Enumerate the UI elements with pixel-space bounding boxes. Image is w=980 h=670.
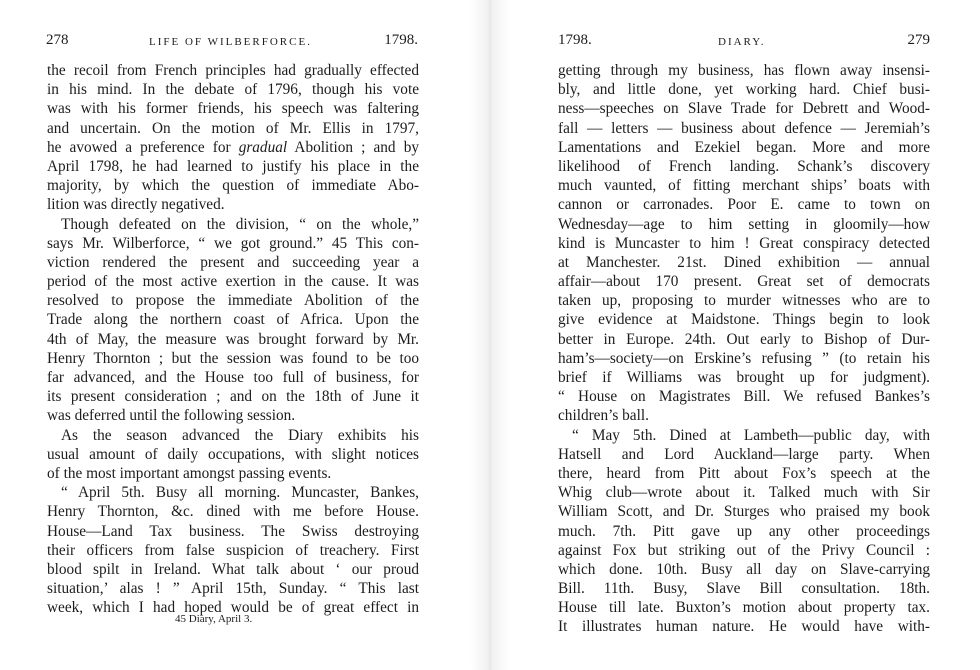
left-page-text-line: majority, by which the question of immediate Abo-	[47, 177, 419, 195]
left-page-text-line: says Mr. Wilberforce, “ we got ground.” 45 This con-	[47, 234, 419, 252]
left-page-text-line: House—Land Tax business. The Swiss destroying	[47, 522, 419, 540]
right-page-text-line: Lamentations and Ezekiel began. More and more	[558, 138, 930, 156]
right-page-text-line: taken up, proposing to murder witnesses who are to	[558, 292, 930, 310]
right-page-text-line: brief if Williams was brought up for judgment).	[558, 369, 930, 386]
left-running-head	[46, 30, 418, 50]
left-page-text-line: in his mind. In the debate of 1796, though his vote	[47, 81, 419, 99]
right-page-text-line: “ House on Magistrates Bill. We refused Bankes’s	[558, 388, 930, 406]
right-page-text-line: Hatsell and Lord Auckland—large party. When	[558, 445, 930, 463]
right-body-text	[558, 61, 930, 637]
left-page-text-line: viction rendered the present and succeeding year a	[47, 253, 419, 271]
left-page-text-line: April 1798, he had learned to justify his place in the	[47, 157, 419, 175]
left-page-text-line: Though defeated on the division, “ on the whole,”	[61, 215, 419, 233]
left-page-text-line: Trade along the northern coast of Africa. Upon the	[47, 311, 419, 329]
left-page-text-line: its present consideration ; and on the 18th of June it	[47, 388, 419, 406]
right-page-text-line: at Manchester. 21st. Dined exhibition — annual	[558, 253, 930, 271]
right-page-text-line: bly, and little done, yet working hard. Chief busi-	[558, 81, 930, 99]
right-page-text-line: against Fox but striking out of the Privy Council :	[558, 541, 930, 559]
right-page-text-line: cannon or carronades. Poor E. came to town on	[558, 196, 930, 214]
right-page-text-line: Whig club—wrote about it. Talked much with Sir	[558, 484, 930, 502]
right-page-text-line: Wednesday—age to him setting in gloomily—how	[558, 215, 930, 233]
left-page-text-line: and uncertain. On the motion of Mr. Ellis in 1797,	[47, 119, 419, 137]
left-page-text-line: lition was directly negatived.	[47, 196, 225, 214]
right-page-text-line: kind is Muncaster to him ! Great conspiracy detected	[558, 234, 930, 252]
left-page-number: 278	[46, 32, 69, 48]
left-running-title: LIFE OF WILBERFORCE.	[149, 36, 312, 48]
left-page-text-line: As the season advanced the Diary exhibits his	[61, 426, 419, 444]
left-page-text-line: their officers from false suspicion of treachery. First	[47, 541, 419, 559]
left-page-text-line: week, which I had hoped would be of great effect in	[47, 599, 419, 617]
right-page-text-line: Bill. 11th. Busy, Slave Bill consultation. 18th.	[558, 580, 930, 598]
right-page-text-line: give evidence at Maidstone. Things begin to look	[558, 311, 930, 329]
left-page-text-line: “ April 5th. Busy all morning. Muncaster, Bankes,	[61, 484, 419, 502]
left-page-text-line: Henry Thornton, &c. dined with me before House.	[47, 503, 419, 521]
right-page-text-line: fall — letters — business about defence — Jeremiah’s	[558, 119, 930, 137]
right-page-text-line: which done. 10th. Busy all day on Slave-carrying	[558, 560, 930, 578]
right-running-head	[558, 30, 930, 50]
right-page-text-line: ham’s—society—on Erskine’s refusing ” (to retain his	[558, 349, 930, 367]
left-page-text-line: blood spilt in Ireland. What talk about ‘ our proud	[47, 560, 419, 578]
right-page-text-line: It illustrates human nature. He would have with-	[558, 618, 930, 636]
right-page-text-line: House till late. Buxton’s motion about property tax.	[558, 599, 930, 617]
left-page-text-line: period of the most active exertion in the cause. It was	[47, 273, 419, 291]
right-page-text-line: there, heard from Pitt about Fox’s speech at the	[558, 464, 930, 482]
left-body-text	[47, 61, 419, 617]
right-page-text-line: “ May 5th. Dined at Lambeth—public day, with	[572, 426, 930, 444]
right-running-title: DIARY.	[718, 36, 766, 48]
right-page-text-line: William Scott, and Dr. Sturges who praised my book	[558, 503, 930, 521]
left-page-text-line: 4th of May, the measure was brought forward by Mr.	[47, 330, 419, 348]
left-page-text-line: resolved to propose the immediate Abolition of the	[47, 292, 419, 310]
right-page-text-line: better in Europe. 24th. Out early to Bishop of Dur-	[558, 330, 930, 348]
right-page-number: 279	[907, 32, 930, 48]
left-page-text-line: Henry Thornton ; but the session was found to be too	[47, 349, 419, 367]
left-page-text-line: of the most important amongst passing events.	[47, 464, 332, 482]
right-page-text-line: getting through my business, has flown away insensi-	[558, 62, 930, 79]
left-page-text-line: far advanced, and the House too full of business, for	[47, 369, 419, 386]
left-page-text-line: usual amount of daily occupations, with slight notices	[47, 445, 419, 463]
right-page-text-line: much vaunted, of fitting merchant ships’ boats with	[558, 177, 930, 195]
right-page-text-line: likelihood of French landing. Schank’s discovery	[558, 157, 930, 175]
left-page-text-line: was with his former friends, his speech was faltering	[47, 100, 419, 118]
left-page-text-line: situation,’ alas ! ” April 15th, Sunday. “ This last	[47, 580, 419, 598]
right-page-text-line: much. 7th. Pitt gave up any other proceedings	[558, 522, 930, 540]
left-running-year: 1798.	[384, 32, 418, 48]
right-page-text-line: ness—speeches on Slave Trade for Debrett and Wood-	[558, 100, 930, 118]
footnote: 45 Diary, April 3.	[175, 613, 253, 625]
right-page-text-line: affair—about 170 present. Great set of democrats	[558, 273, 930, 291]
right-page-text-line: children’s ball.	[558, 407, 649, 425]
left-page-text-line: was deferred until the following session.	[47, 407, 296, 425]
right-page	[490, 0, 980, 670]
left-page-text-line: he avowed a preference for gradual Abolition ; and by	[47, 138, 419, 156]
right-running-year: 1798.	[558, 32, 592, 48]
left-page-text-line: the recoil from French principles had gradually effected	[47, 62, 419, 79]
